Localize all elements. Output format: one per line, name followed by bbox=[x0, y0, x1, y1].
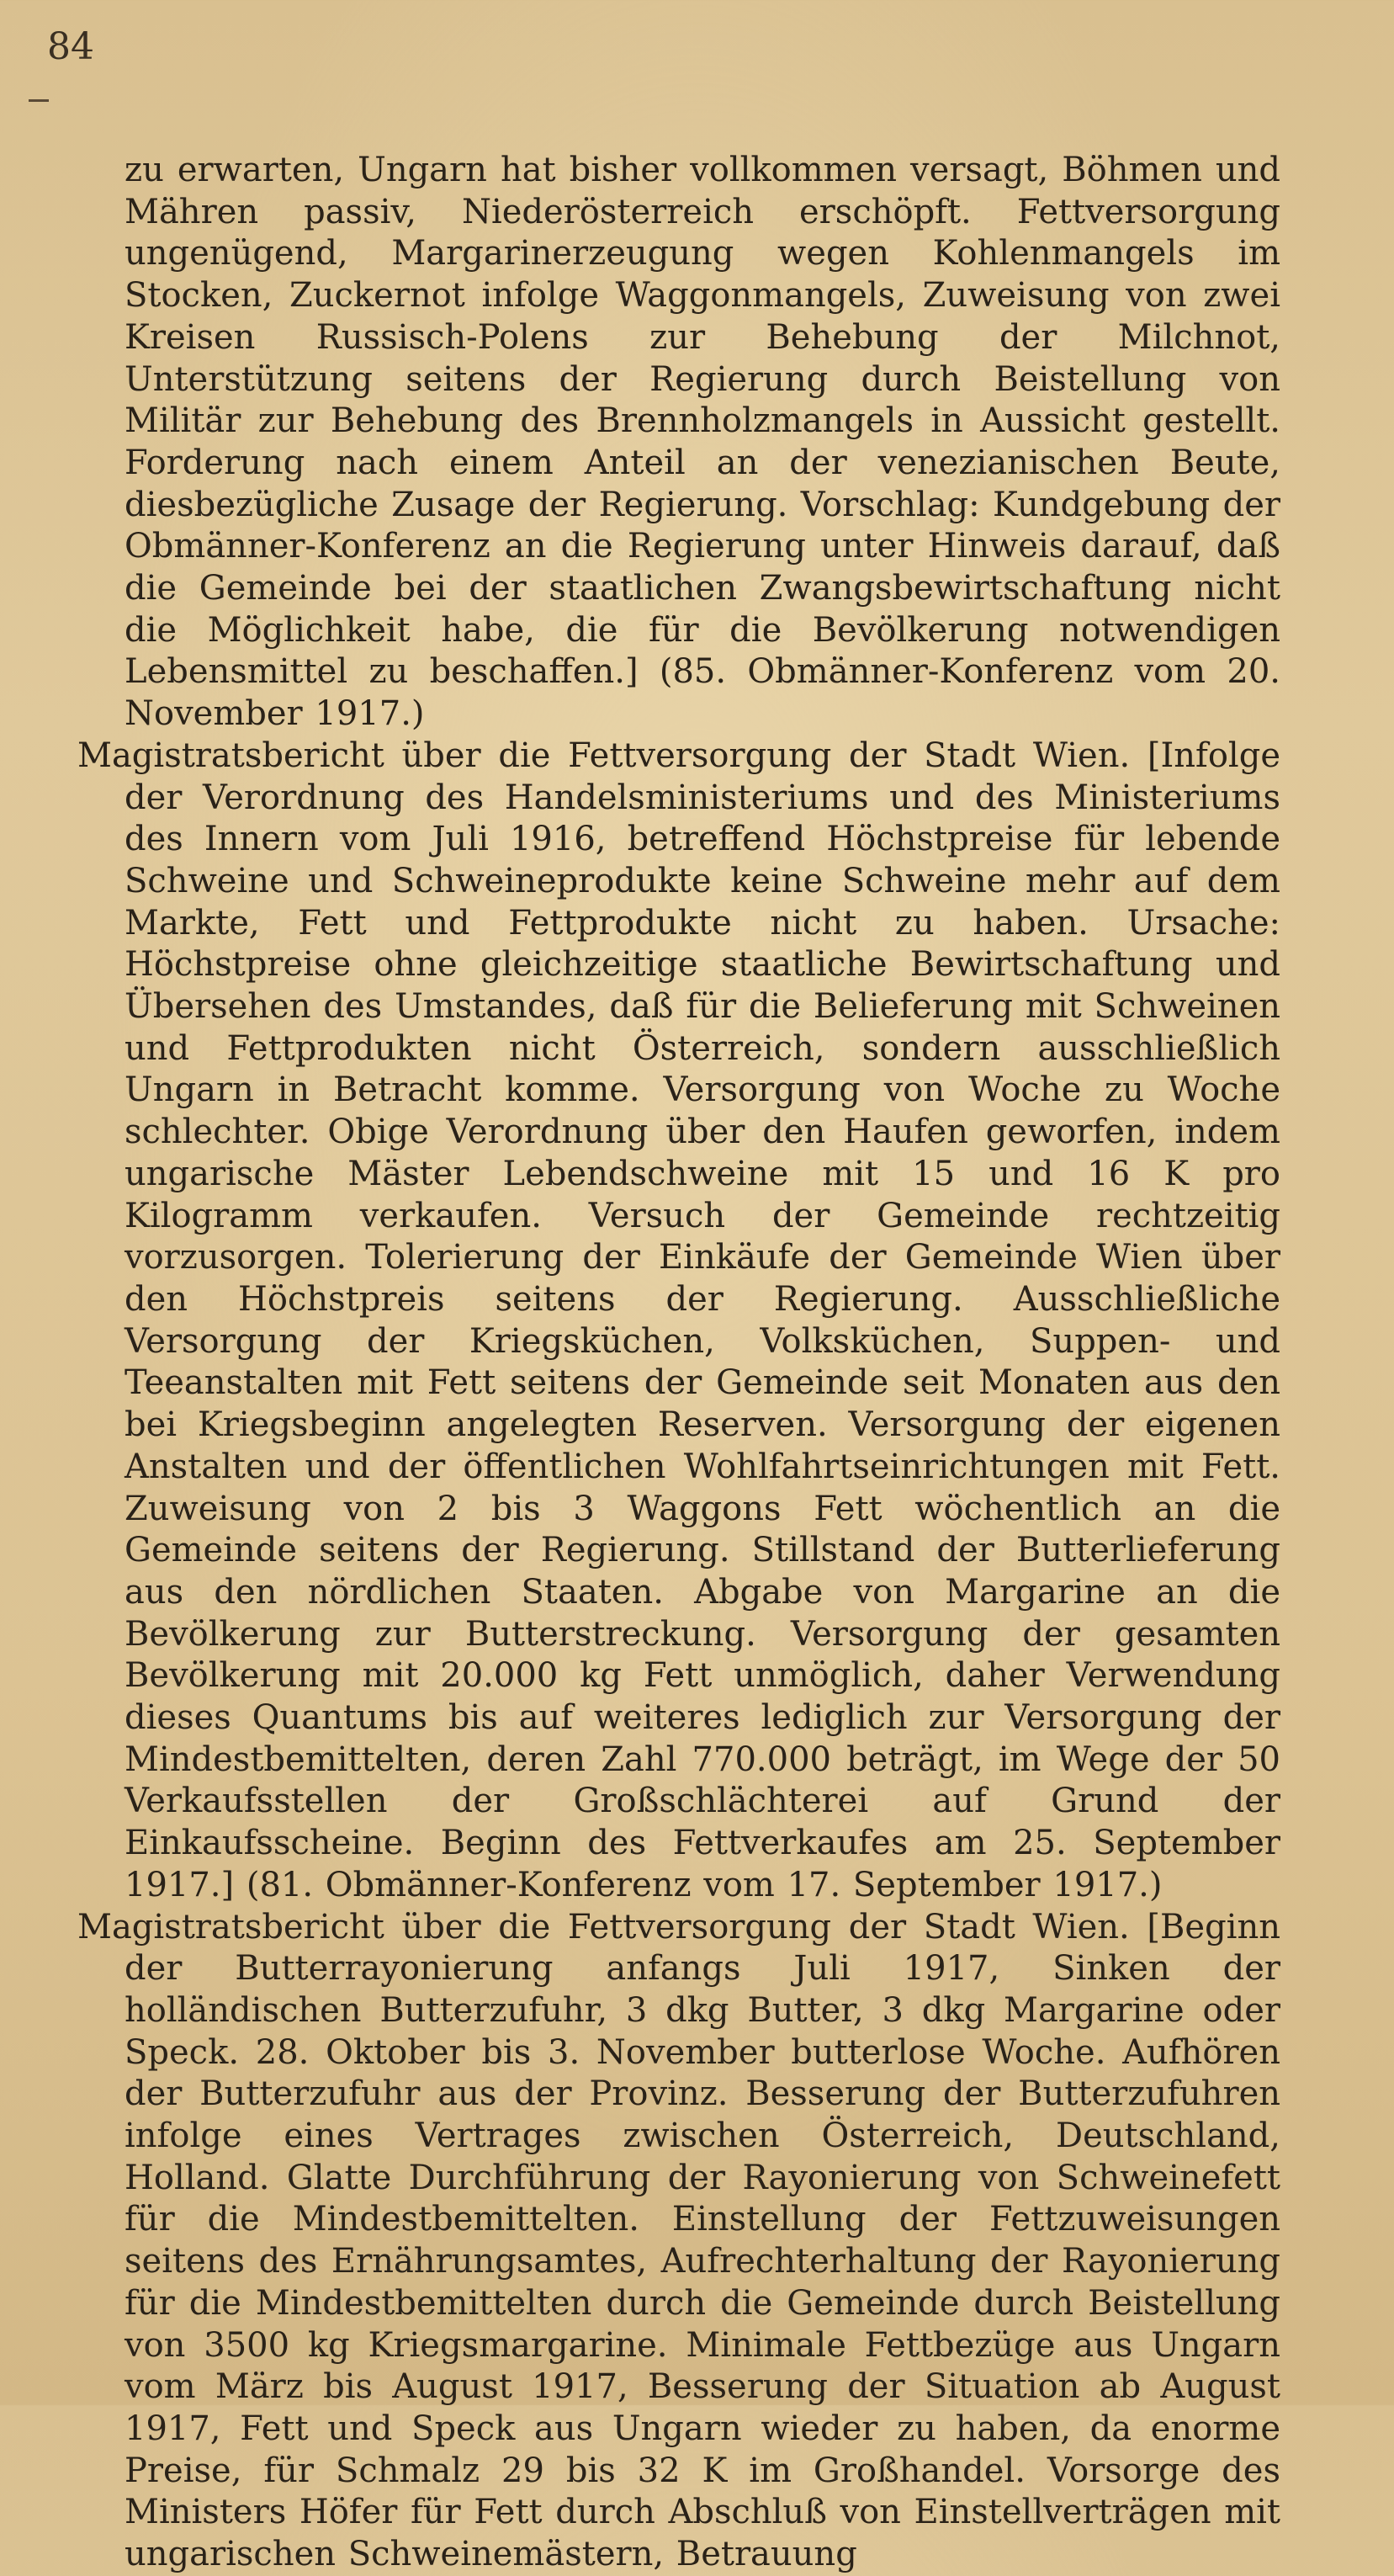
text-body bbox=[77, 150, 1280, 2576]
entry-fettversorgung-2: Magistratsbericht über die Fettversorgung der Stadt Wien. [Beginn der Butterrayonierung anfangs Juli 1917, Sinken der holländischen Butterzufuhr, 3 dkg Butter, 3 dkg Margarine oder Speck. 28. Oktober bis 3. November butterlose Woche. Aufhören der Butterzufuhr aus der Provinz. Besserung der Butterzufuhren infolge eines Vertrages zwischen Österreich, Deutschland, Holland. Glatte Durchführung der Rayonierung von Schweinefett für die Mindestbemittelten. Einstellung der Fettzuweisungen seitens des Ernährungsamtes, Aufrechterhaltung der Rayonierung für die Mindestbemittelten durch die Gemeinde durch Beistellung von 3500 kg Kriegsmargarine. Minimale Fettbezüge aus Ungarn vom März bis August 1917, Besserung der Situation ab August 1917, Fett und Speck aus Ungarn wieder zu haben, da enorme Preise, für Schmalz 29 bis 32 K im Großhandel. Vorsorge des Ministers Höfer für Fett durch Abschluß von Einstellverträgen mit ungarischen Schweinemästern, Betrauung bbox=[77, 1907, 1280, 2574]
margin-dash bbox=[29, 99, 49, 102]
entry-fettversorgung-1: Magistratsbericht über die Fettversorgung der Stadt Wien. [Infolge der Verordnung des Handelsministeriums und des Ministeriums des Innern vom Juli 1916, betreffend Höchstpreise für lebende Schweine und Schweineprodukte keine Schweine mehr auf dem Markte, Fett und Fettprodukte nicht zu haben. Ursache: Höchstpreise ohne gleichzeitige staatliche Bewirtschaftung und Übersehen des Umstandes, daß für die Belieferung mit Schweinen und Fettprodukten nicht Österreich, sondern ausschließlich Ungarn in Betracht komme. Versorgung von Woche zu Woche schlechter. Obige Verordnung über den Haufen geworfen, indem ungarische Mäster Lebendschweine mit 15 und 16 K pro Kilogramm verkaufen. Versuch der Gemeinde rechtzeitig vorzusorgen. Tolerierung der Einkäufe der Gemeinde Wien über den Höchstpreis seitens der Regierung. Ausschließliche Versorgung der Kriegsküchen, Volksküchen, Suppen- und Teeanstalten mit Fett seitens der Gemeinde seit Monaten aus den bei Kriegsbeginn angelegten Reserven. Versorgung der eigenen Anstalten und der öffentlichen Wohlfahrtseinrichtungen mit Fett. Zuweisung von 2 bis 3 Waggons Fett wöchentlich an die Gemeinde seitens der Regierung. Stillstand der Butterlieferung aus den nördlichen Staaten. Abgabe von Margarine an die Bevölkerung zur Butterstreckung. Versorgung der gesamten Bevölkerung mit 20.000 kg Fett unmöglich, daher Verwendung dieses Quantums bis auf weiteres lediglich zur Versorgung der Mindestbemittelten, deren Zahl 770.000 beträgt, im Wege der 50 Verkaufsstellen der Großschlächterei auf Grund der Einkaufsscheine. Beginn des Fettverkaufes am 25. September 1917.] (81. Obmänner-Konferenz vom 17. September 1917.) bbox=[77, 736, 1280, 1904]
entry-continued: zu erwarten, Ungarn hat bisher vollkommen versagt, Böhmen und Mähren passiv, Niederösterreich erschöpft. Fettversorgung ungenügend, Margarinerzeugung wegen Kohlenmangels im Stocken, Zuckernot infolge Waggonmangels, Zuweisung von zwei Kreisen Russisch-Polens zur Behebung der Milchnot, Unterstützung seitens der Regierung durch Beistellung von Militär zur Behebung des Brennholzmangels in Aussicht gestellt. Forderung nach einem Anteil an der venezianischen Beute, diesbezügliche Zusage der Regierung. Vorschlag: Kundgebung der Obmänner-Konferenz an die Regierung unter Hinweis darauf, daß die Gemeinde bei der staatlichen Zwangsbewirtschaftung nicht die Möglichkeit habe, die für die Bevölkerung notwendigen Lebensmittel zu beschaffen.] (85. Obmänner-Konferenz vom 20. November 1917.) bbox=[125, 151, 1280, 734]
page-number: 84 bbox=[47, 25, 94, 68]
